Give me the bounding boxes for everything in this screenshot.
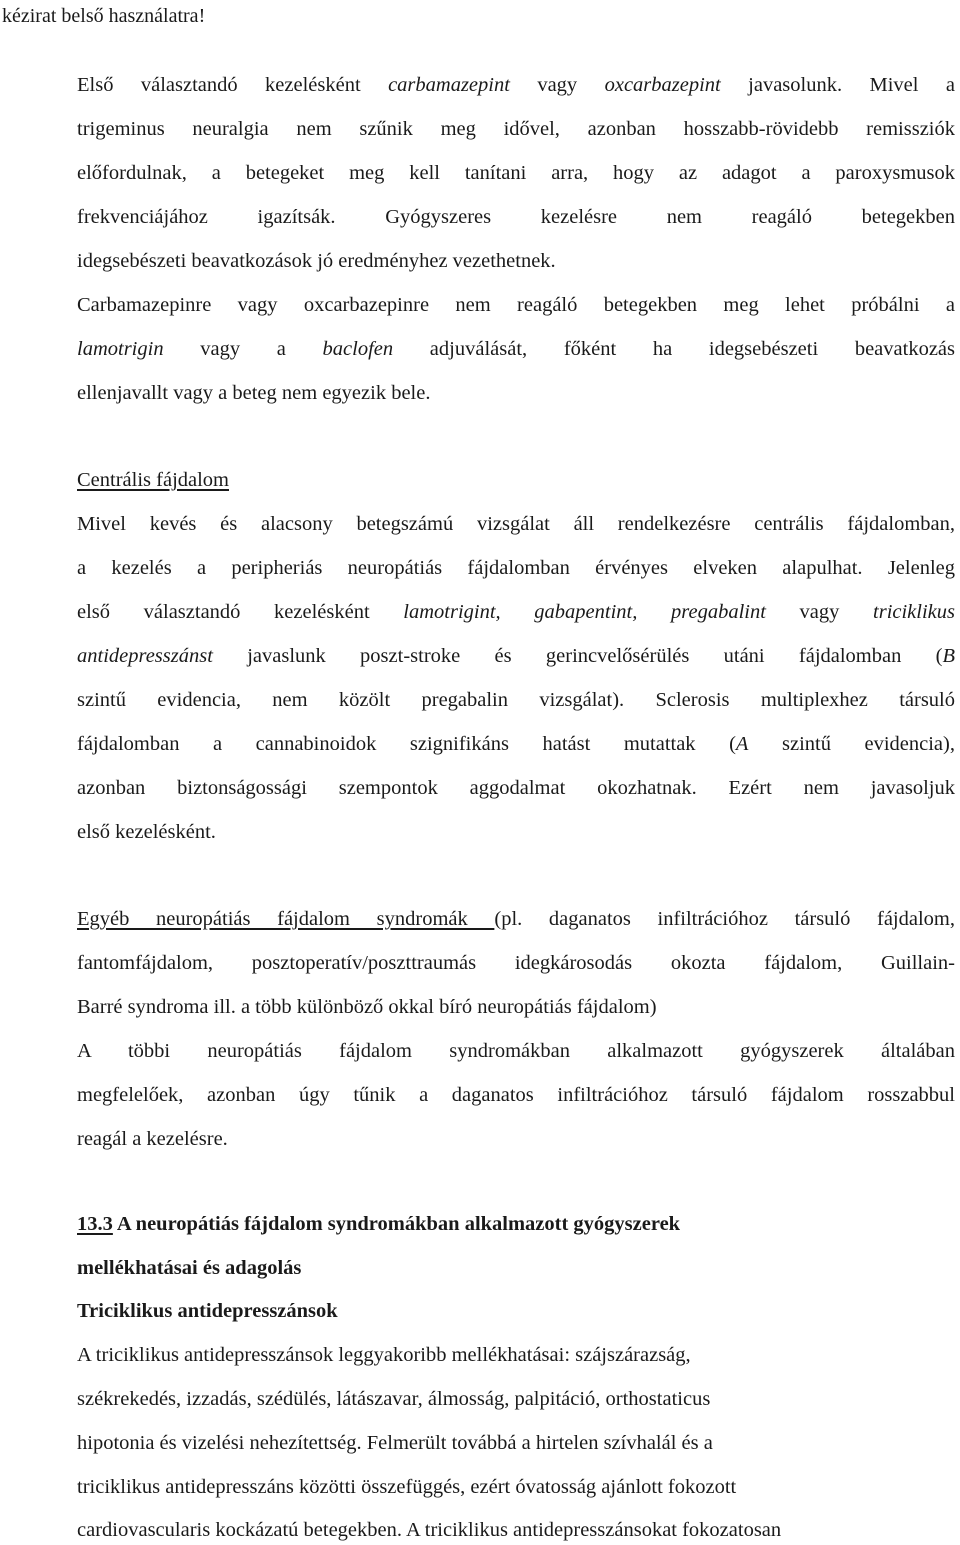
- text-run: fájdalomban a cannabinoidok szignifikáns hatást mutattak (: [77, 733, 736, 755]
- central-line-8: első kezelésként.: [77, 821, 216, 843]
- text-run: javasolunk. Mivel a: [720, 74, 955, 96]
- other-syndromes-heading: Egyéb neuropátiás fájdalom syndromák: [77, 908, 495, 930]
- text-run: szintű evidencia),: [748, 733, 955, 755]
- central-line-2: a kezelés a peripheriás neuropátiás fájdalomban érvényes elveken alapulhat. Jelenleg: [77, 557, 955, 579]
- section-title-line-2: mellékhatásai és adagolás: [77, 1257, 302, 1279]
- p1-line-4: frekvenciájához igazítsák. Gyógyszeres kezelésre nem reagáló betegekben: [77, 206, 955, 228]
- section-title-line-1: [77, 1209, 955, 1239]
- tca-line-4: triciklikus antidepresszáns közötti összefüggés, ezért óvatosság ajánlott fokozott: [77, 1476, 737, 1498]
- drug-name-oxcarbazepin: oxcarbazepint: [604, 74, 721, 96]
- drug-name-antidepresszans: antidepresszánst: [77, 645, 213, 667]
- p2-line-3: ellenjavallt vagy a beteg nem egyezik bele.: [77, 382, 431, 404]
- p1-line-3: előfordulnak, a betegeket meg kell tanítani arra, hogy az adagot a paroxysmusok: [77, 162, 955, 184]
- other-line-1: [77, 904, 955, 934]
- text-run: adjuválását, főként ha idegsebészeti beavatkozás: [393, 338, 955, 360]
- p1-line-5: idegsebészeti beavatkozások jó eredményhez vezethetnek.: [77, 250, 556, 272]
- other-line-4: A többi neuropátiás fájdalom syndromákban alkalmazott gyógyszerek általában: [77, 1040, 955, 1062]
- tca-line-3: hipotonia és vizelési nehezítettség. Felmerült továbbá a hirtelen szívhalál és a: [77, 1432, 713, 1454]
- other-line-2: fantomfájdalom, posztoperatív/poszttraumás idegkárosodás okozta fájdalom, Guillain-: [77, 952, 955, 974]
- drug-name-lamotrigin: lamotrigin: [77, 338, 164, 360]
- central-line-5: szintű evidencia, nem közölt pregabalin vizsgálat). Sclerosis multiplexhez társuló: [77, 689, 955, 711]
- drug-name-carbamazepin: carbamazepint: [388, 74, 510, 96]
- drug-name-baclofen: baclofen: [322, 338, 394, 360]
- text-run: első választandó kezelésként: [77, 601, 404, 623]
- central-pain-heading: Centrális fájdalom: [77, 469, 229, 491]
- text-run: vagy a: [163, 338, 323, 360]
- confidential-header-note: kézirat belső használatra!: [2, 5, 206, 27]
- drug-list-italic: lamotrigint, gabapentint, pregabalint: [403, 601, 766, 623]
- central-line-4: [77, 641, 955, 671]
- central-line-7: azonban biztonságossági szempontok aggodalmat okozhatnak. Ezért nem javasoljuk: [77, 777, 955, 799]
- section-number: 13.3: [77, 1213, 113, 1235]
- section-title: A neuropátiás fájdalom syndromákban alkalmazott gyógyszerek: [112, 1213, 681, 1235]
- tca-line-2: székrekedés, izzadás, szédülés, látászavar, álmosság, palpitáció, orthostaticus: [77, 1388, 711, 1410]
- other-line-6: reagál a kezelésre.: [77, 1128, 228, 1150]
- p2-line-1: Carbamazepinre vagy oxcarbazepinre nem reagáló betegekben meg lehet próbálni a: [77, 294, 955, 316]
- p1-line-2: trigeminus neuralgia nem szűnik meg idővel, azonban hosszabb-rövidebb remissziók: [77, 118, 955, 140]
- tca-subheading: Triciklikus antidepresszánsok: [77, 1300, 338, 1322]
- drug-name-triciklikus: triciklikus: [873, 601, 955, 623]
- central-line-6: [77, 729, 955, 759]
- text-run: javaslunk poszt-stroke és gerincvelősérülés utáni fájdalomban (: [212, 645, 943, 667]
- central-line-1: Mivel kevés és alacsony betegszámú vizsgálat áll rendelkezésre centrális fájdalomban,: [77, 513, 955, 535]
- p2-line-2: [77, 334, 955, 364]
- text-run: vagy: [765, 601, 874, 623]
- evidence-level-a: A: [735, 733, 749, 755]
- tca-line-5: cardiovascularis kockázatú betegekben. A triciklikus antidepresszánsokat fokozatosan: [77, 1519, 782, 1541]
- evidence-level-b: B: [942, 645, 955, 667]
- text-run: vagy: [509, 74, 605, 96]
- p1-line-1: [77, 70, 955, 100]
- central-line-3: [77, 597, 955, 627]
- text-run: Első választandó kezelésként: [77, 74, 389, 96]
- other-line-3: Barré syndroma ill. a több különböző okkal bíró neuropátiás fájdalom): [77, 996, 657, 1018]
- text-run: (pl. daganatos infiltrációhoz társuló fájdalom,: [494, 908, 955, 930]
- other-line-5: megfelelőek, azonban úgy tűnik a daganatos infiltrációhoz társuló fájdalom rosszabbul: [77, 1084, 955, 1106]
- tca-line-1: A triciklikus antidepresszánsok leggyakoribb mellékhatásai: szájszárazság,: [77, 1344, 691, 1366]
